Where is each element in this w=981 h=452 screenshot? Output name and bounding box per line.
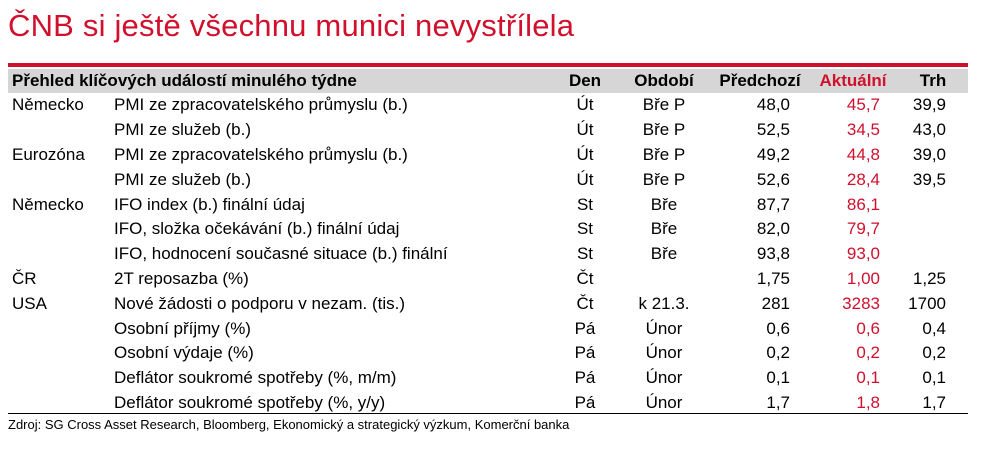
- cell-country: Eurozóna: [12, 144, 85, 164]
- cell-trh: 43,0: [912, 120, 946, 140]
- header-aktualni: Aktuální: [819, 71, 887, 90]
- cell-country: Německo: [12, 194, 84, 214]
- cell-country: USA: [12, 293, 47, 313]
- cell-trh: 39,0: [912, 144, 946, 164]
- cell-trh: 1700: [908, 293, 946, 313]
- cell-trh: 0,1: [922, 368, 946, 388]
- cell-obdobi: [616, 267, 712, 292]
- table-row: [8, 217, 968, 242]
- table-row: [8, 291, 968, 316]
- cell-predchozi: 52,5: [756, 120, 790, 140]
- cell-obdobi: Bře P: [642, 169, 686, 189]
- cell-predchozi: 0,2: [766, 343, 790, 363]
- cell-indicator: IFO index (b.) finální údaj: [114, 194, 305, 214]
- table-row: [8, 93, 968, 118]
- cell-predchozi: 49,2: [756, 144, 790, 164]
- cell-country: [8, 217, 114, 242]
- cell-country: [8, 341, 114, 366]
- cell-indicator: Osobní příjmy (%): [114, 318, 251, 338]
- cell-indicator: Deflátor soukromé spotřeby (%, m/m): [114, 368, 397, 388]
- cell-predchozi: 87,7: [756, 194, 790, 214]
- cell-trh: [898, 192, 968, 217]
- cell-indicator: IFO, složka očekávání (b.) finální údaj: [114, 219, 400, 239]
- cell-den: St: [576, 194, 594, 214]
- header-predchozi: Předchozí: [719, 71, 801, 90]
- cell-aktualni: 0,6: [856, 318, 880, 338]
- events-table: [8, 69, 968, 415]
- cell-indicator: Nové žádosti o podporu v nezam. (tis.): [114, 293, 406, 313]
- cell-predchozi: 281: [761, 293, 790, 313]
- table-row: [8, 391, 968, 416]
- cell-country: [8, 316, 114, 341]
- cell-aktualni: 0,2: [856, 343, 880, 363]
- title-rule: [8, 63, 968, 67]
- cell-den: Čt: [576, 293, 594, 313]
- header-obdobi: Období: [634, 71, 694, 90]
- cell-den: Út: [576, 144, 594, 164]
- cell-obdobi: Bře: [650, 219, 678, 239]
- cell-aktualni: 1,8: [856, 392, 880, 412]
- cell-country: Německo: [12, 95, 84, 115]
- cell-aktualni: 86,1: [846, 194, 880, 214]
- table-row: [8, 167, 968, 192]
- table-row: [8, 242, 968, 267]
- cell-predchozi: 0,6: [766, 318, 790, 338]
- cell-trh: 0,2: [922, 343, 946, 363]
- cell-predchozi: 0,1: [766, 368, 790, 388]
- cell-indicator: PMI ze služeb (b.): [114, 120, 251, 140]
- cell-indicator: PMI ze zpracovatelského průmyslu (b.): [114, 95, 408, 115]
- cell-aktualni: 3283: [842, 293, 880, 313]
- table-row: [8, 192, 968, 217]
- cell-predchozi: 48,0: [756, 95, 790, 115]
- cell-obdobi: Bře P: [642, 95, 686, 115]
- table-row: [8, 341, 968, 366]
- cell-predchozi: 1,75: [756, 268, 790, 288]
- cell-aktualni: 93,0: [846, 244, 880, 264]
- cell-den: Út: [576, 95, 594, 115]
- cell-country: [8, 366, 114, 391]
- cell-den: Pá: [574, 343, 596, 363]
- cell-aktualni: 45,7: [846, 95, 880, 115]
- cell-predchozi: 1,7: [766, 392, 790, 412]
- cell-aktualni: 44,8: [846, 144, 880, 164]
- cell-obdobi: Bře P: [642, 120, 686, 140]
- cell-trh: 39,9: [912, 95, 946, 115]
- cell-predchozi: 93,8: [756, 244, 790, 264]
- cell-trh: 39,5: [912, 169, 946, 189]
- cell-obdobi: Únor: [645, 392, 683, 412]
- cell-aktualni: 79,7: [846, 219, 880, 239]
- cell-indicator: IFO, hodnocení současné situace (b.) finální: [114, 244, 448, 264]
- cell-den: Pá: [574, 368, 596, 388]
- header-trh: Trh: [919, 71, 947, 90]
- cell-country: [8, 391, 114, 416]
- cell-trh: [898, 242, 968, 267]
- cell-indicator: Deflátor soukromé spotřeby (%, y/y): [114, 392, 386, 412]
- cell-den: Út: [576, 120, 594, 140]
- cell-obdobi: Únor: [645, 318, 683, 338]
- cell-aktualni: 28,4: [846, 169, 880, 189]
- cell-den: Pá: [574, 392, 596, 412]
- table-row: [8, 118, 968, 143]
- cell-den: Pá: [574, 318, 596, 338]
- cell-den: Čt: [576, 268, 594, 288]
- cell-aktualni: 34,5: [846, 120, 880, 140]
- page-title: ČNB si ještě všechnu munici nevystřílela: [8, 8, 575, 43]
- cell-indicator: PMI ze služeb (b.): [114, 169, 251, 189]
- cell-den: St: [576, 219, 594, 239]
- cell-country: ČR: [12, 268, 37, 288]
- cell-country: [8, 118, 114, 143]
- cell-den: St: [576, 244, 594, 264]
- cell-indicator: 2T reposazba (%): [114, 268, 249, 288]
- cell-obdobi: Bře: [650, 194, 678, 214]
- cell-country: [8, 167, 114, 192]
- table-row: [8, 143, 968, 168]
- table-header-row: [8, 69, 968, 93]
- source-note: Zdroj: SG Cross Asset Research, Bloomberg, Ekonomický a strategický výzkum, Komerční banka: [8, 417, 570, 432]
- cell-obdobi: Bře P: [642, 144, 686, 164]
- cell-obdobi: Bře: [650, 244, 678, 264]
- table-bottom-rule: [8, 413, 968, 414]
- table-row: [8, 366, 968, 391]
- cell-obdobi: k 21.3.: [638, 293, 690, 313]
- table-row: [8, 316, 968, 341]
- cell-trh: [898, 217, 968, 242]
- cell-country: [8, 242, 114, 267]
- cell-indicator: Osobní výdaje (%): [114, 343, 254, 363]
- table-row: [8, 267, 968, 292]
- cell-obdobi: Únor: [645, 368, 683, 388]
- header-title: Přehled klíčových událostí minulého týdne: [12, 71, 357, 90]
- cell-den: Út: [576, 169, 594, 189]
- cell-predchozi: 52,6: [756, 169, 790, 189]
- cell-trh: 1,7: [922, 392, 946, 412]
- cell-aktualni: 1,00: [846, 268, 880, 288]
- cell-aktualni: 0,1: [856, 368, 880, 388]
- cell-obdobi: Únor: [645, 343, 683, 363]
- header-den: Den: [568, 71, 602, 90]
- cell-indicator: PMI ze zpracovatelského průmyslu (b.): [114, 144, 408, 164]
- cell-trh: 0,4: [922, 318, 946, 338]
- cell-predchozi: 82,0: [756, 219, 790, 239]
- cell-trh: 1,25: [912, 268, 946, 288]
